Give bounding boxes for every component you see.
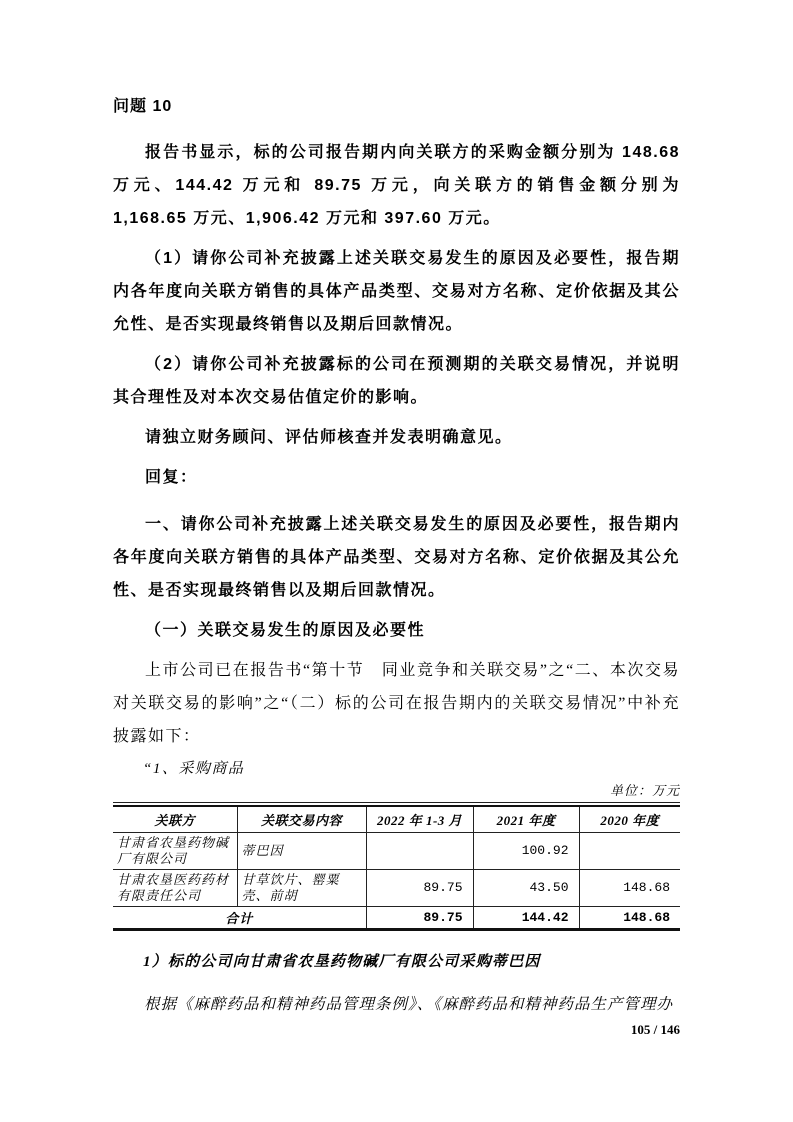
page-title: 问题 10 (113, 98, 173, 115)
cell-content-1: 蒂巴因 (237, 832, 366, 869)
table-row (113, 869, 680, 906)
cell-total-2021: 144.42 (473, 906, 579, 929)
cell-2022-2: 89.75 (366, 869, 473, 906)
cell-2021-1: 100.92 (473, 832, 579, 869)
table-row (113, 832, 680, 869)
paragraph-disclosure: 上市公司已在报告书“第十节 同业竞争和关联交易”之“二、本次交易对关联交易的影响”之“（二）标的公司在报告期内的关联交易情况”中补充披露如下： (113, 662, 680, 745)
header-transaction-content: 关联交易内容 (237, 806, 366, 832)
section-1-1-heading: （一）关联交易发生的原因及必要性 (145, 622, 426, 639)
reply-label: 回复： (145, 469, 198, 486)
table-header-row (113, 806, 680, 832)
cell-total-2020: 148.68 (623, 909, 670, 925)
note-1-heading: 1）标的公司向甘肃省农垦药物碱厂有限公司采购蒂巴因 (143, 953, 541, 970)
quoted-item-1-purchase: “1、采购商品 (143, 761, 245, 777)
paragraph-question-2: （2）请你公司补充披露标的公司在预测期的关联交易情况，并说明其合理性及对本次交易估值定价的影响。 (113, 356, 680, 406)
cell-total-label: 合计 (113, 906, 366, 929)
cell-party-2: 甘肃农垦医药药材有限责任公司 (113, 869, 237, 906)
related-party-purchase-table-wrap (113, 802, 680, 931)
cell-party-1: 甘肃省农垦药物碱厂有限公司 (113, 832, 237, 869)
paragraph-verify-request: 请独立财务顾问、评估师核查并发表明确意见。 (145, 429, 513, 446)
note-2-text: 根据《麻醉药品和精神药品管理条例》、《麻醉药品和精神药品生产管理办 (144, 995, 674, 1013)
paragraph-question-1: （1）请你公司补充披露上述关联交易发生的原因及必要性，报告期内各年度向关联方销售的具体产品类型、交易对方名称、定价依据及其公允性、是否实现最终销售以及期后回款情况。 (113, 250, 680, 333)
table-unit-label: 单位：万元 (609, 783, 680, 798)
cell-2021-2: 43.50 (473, 869, 579, 906)
header-2020: 2020 年度 (579, 806, 680, 832)
header-related-party: 关联方 (113, 806, 237, 832)
cell-content-2: 甘草饮片、罂粟壳、前胡 (237, 869, 366, 906)
cell-2020-2: 148.68 (579, 869, 680, 906)
cell-2020-1 (579, 832, 680, 869)
header-2021: 2021 年度 (473, 806, 579, 832)
cell-total-2022: 89.75 (366, 906, 473, 929)
table-total-row (113, 906, 680, 929)
related-party-purchase-table (113, 805, 680, 931)
paragraph-intro: 报告书显示，标的公司报告期内向关联方的采购金额分别为 148.68 万元、144.42 万元和 89.75 万元，向关联方的销售金额分别为 1,168.65 万元、1,906.42 万元和 397.60 万元。 (113, 144, 680, 227)
cell-2022-1 (366, 832, 473, 869)
page-number: 105 / 146 (630, 1022, 680, 1037)
header-2022-q1: 2022 年 1-3 月 (366, 806, 473, 832)
section-1-heading: 一、请你公司补充披露上述关联交易发生的原因及必要性，报告期内各年度向关联方销售的具体产品类型、交易对方名称、定价依据及其公允性、是否实现最终销售以及期后回款情况。 (113, 516, 680, 599)
